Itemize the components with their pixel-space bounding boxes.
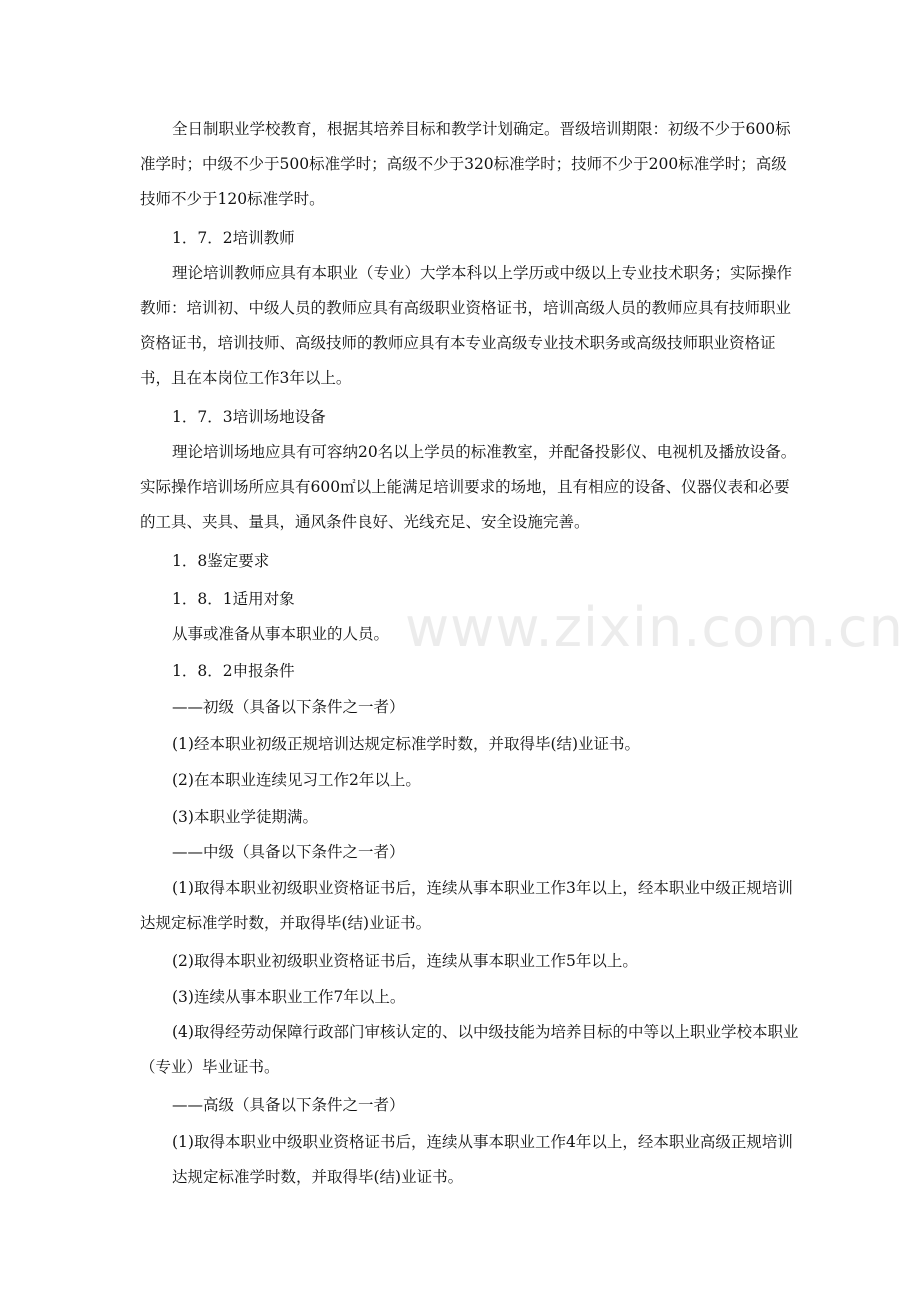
paragraph-trainers: 理论培训教师应具有本职业（专业）大学本科以上学历或中级以上专业技术职务；实际操作教师：培训初、中级人员的教师应具有高级职业资格证书，培训高级人员的教师应具有技师职业资格证书，培训技师、高级技师的教师应具有本专业高级专业技术职务或高级技师职业资格证书，且在本岗位工作3年以上。 — [140, 264, 793, 387]
heading-1-8-2: 1．8．2申报条件 — [172, 662, 295, 680]
paragraph-applicable-persons: 从事或准备从事本职业的人员。 — [172, 625, 390, 643]
junior-item-3: (3)本职业学徒期满。 — [172, 808, 318, 826]
mid-item-1: (1)取得本职业初级职业资格证书后，连续从事本职业工作3年以上，经本职业中级正规培训达规定标准学时数，并取得毕(结)业证书。 — [140, 879, 793, 932]
paragraph-facilities: 理论培训场地应具有可容纳20名以上学员的标准教室，并配备投影仪、电视机及播放设备。实际操作培训场所应具有600㎡以上能满足培训要求的场地，且有相应的设备、仪器仪表和必要的工具、夹具、量具，通风条件良好、光线充足、安全设施完善。 — [140, 443, 797, 531]
heading-1-7-3: 1．7．3培训场地设备 — [172, 408, 326, 426]
junior-item-2: (2)在本职业连续见习工作2年以上。 — [172, 771, 421, 789]
junior-item-1: (1)经本职业初级正规培训达规定标准学时数，并取得毕(结)业证书。 — [172, 735, 641, 753]
paragraph-training-period: 全日制职业学校教育，根据其培养目标和教学计划确定。晋级培训期限：初级不少于600标准学时；中级不少于500标准学时；高级不少于320标准学时；技师不少于200标准学时；高级技师不少于120标准学时。 — [140, 120, 791, 208]
heading-1-7-2: 1．7．2培训教师 — [172, 229, 295, 247]
junior-title: ——初级（具备以下条件之一者） — [172, 698, 405, 716]
senior-item-1: (1)取得本职业中级职业资格证书后，连续从事本职业工作4年以上，经本职业高级正规培训达规定标准学时数，并取得毕(结)业证书。 — [172, 1133, 793, 1186]
mid-item-2: (2)取得本职业初级职业资格证书后，连续从事本职业工作5年以上。 — [172, 952, 638, 970]
mid-item-4: (4)取得经劳动保障行政部门审核认定的、以中级技能为培养目标的中等以上职业学校本职业（专业）毕业证书。 — [140, 1023, 799, 1076]
mid-title: ——中级（具备以下条件之一者） — [172, 843, 405, 861]
heading-1-8: 1．8鉴定要求 — [172, 552, 270, 570]
heading-1-8-1: 1．8．1适用对象 — [172, 590, 295, 608]
watermark: www.zixin.com.cn — [405, 596, 904, 659]
mid-item-3: (3)连续从事本职业工作7年以上。 — [172, 988, 406, 1006]
senior-title: ——高级（具备以下条件之一者） — [172, 1096, 405, 1114]
